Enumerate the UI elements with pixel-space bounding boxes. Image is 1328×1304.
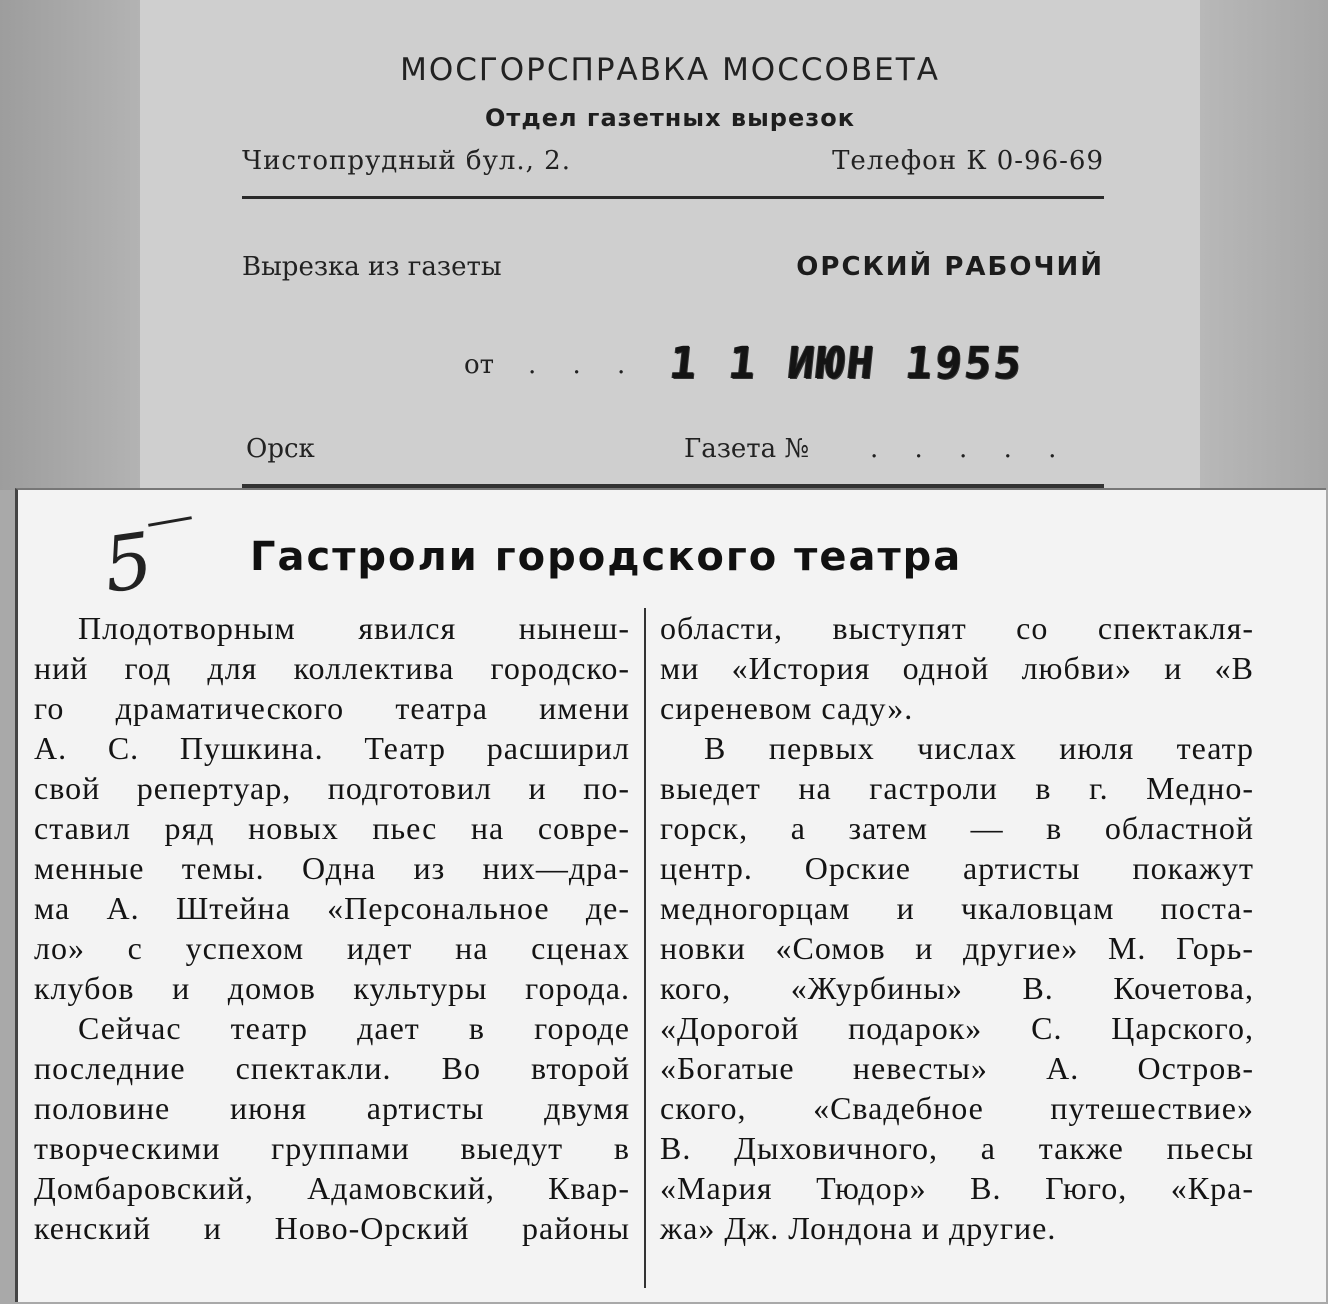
text-line: последние спектакли. Во второй: [34, 1050, 630, 1086]
newspaper-clipping: [15, 488, 1326, 1302]
date-label: от: [464, 350, 495, 380]
text-line: ского, «Свадебное путешествие»: [660, 1090, 1254, 1126]
department-title: Отдел газетных вырезок: [485, 104, 855, 132]
text-line: центр. Орские артисты покажут: [660, 850, 1254, 886]
text-line: го драматического театра имени: [34, 690, 630, 726]
city-label: Орск: [246, 434, 315, 464]
text-line: В. Дыховичного, а также пьесы: [660, 1130, 1254, 1166]
handwritten-stroke: [148, 516, 192, 527]
text-line: горск, а затем — в областной: [660, 810, 1254, 846]
text-line: А. С. Пушкина. Театр расширил: [34, 730, 630, 766]
text-line: сиреневом саду».: [660, 690, 914, 726]
text-line: творческими группами выедут в: [34, 1130, 630, 1166]
header-divider: [242, 196, 1104, 199]
article-column-right: [660, 608, 1254, 1248]
address-text: Чистопрудный бул., 2.: [242, 146, 571, 176]
issue-dots: . . . . .: [870, 434, 1071, 464]
text-line: области, выступят со спектакля-: [660, 610, 1254, 646]
text-line: кого, «Журбины» В. Кочетова,: [660, 970, 1254, 1006]
issue-label: Газета №: [684, 434, 810, 464]
column-divider: [644, 608, 646, 1288]
text-line: медногорцам и чкаловцам поста-: [660, 890, 1254, 926]
text-line: жа» Дж. Лондона и другие.: [660, 1210, 1057, 1246]
text-line: менные темы. Одна из них—дра-: [34, 850, 630, 886]
text-line: ми «История одной любви» и «В: [660, 650, 1254, 686]
article-headline: Гастроли городского театра: [250, 534, 963, 580]
text-line: ма А. Штейна «Персональное де-: [34, 890, 630, 926]
text-line: Сейчас театр дает в городе: [78, 1010, 630, 1046]
background-right: [1200, 0, 1328, 490]
date-stamp: 1 1 ИЮН 1955: [667, 338, 1027, 389]
text-line: Плодотворным явился нынеш-: [78, 610, 630, 646]
text-line: В первых числах июля театр: [704, 730, 1254, 766]
background-left: [0, 0, 140, 490]
organization-title: МОСГОРСПРАВКА МОССОВЕТА: [400, 52, 940, 88]
text-line: половине июня артисты двумя: [34, 1090, 630, 1126]
text-line: «Мария Тюдор» В. Гюго, «Кра-: [660, 1170, 1254, 1206]
text-line: «Богатые невесты» А. Остров-: [660, 1050, 1254, 1086]
article-column-left: [34, 608, 630, 1248]
handwritten-number: 5: [98, 515, 159, 610]
text-line: «Дорогой подарок» С. Царского,: [660, 1010, 1254, 1046]
text-line: ставил ряд новых пьес на совре-: [34, 810, 630, 846]
clipping-label: Вырезка из газеты: [242, 252, 502, 282]
text-line: кенский и Ново-Орский районы: [34, 1210, 630, 1246]
text-line: клубов и домов культуры города.: [34, 970, 630, 1006]
clipping-service-card: [140, 0, 1200, 492]
newspaper-name: ОРСКИЙ РАБОЧИЙ: [796, 252, 1104, 282]
text-line: новки «Сомов и другие» М. Горь-: [660, 930, 1254, 966]
text-line: ний год для коллектива городско-: [34, 650, 630, 686]
text-line: Домбаровский, Адамовский, Квар-: [34, 1170, 630, 1206]
text-line: свой репертуар, подготовил и по-: [34, 770, 630, 806]
phone-text: Телефон К 0-96-69: [832, 146, 1104, 176]
date-dots: . . .: [528, 350, 640, 380]
text-line: ло» с успехом идет на сценах: [34, 930, 630, 966]
text-line: выедет на гастроли в г. Медно-: [660, 770, 1254, 806]
